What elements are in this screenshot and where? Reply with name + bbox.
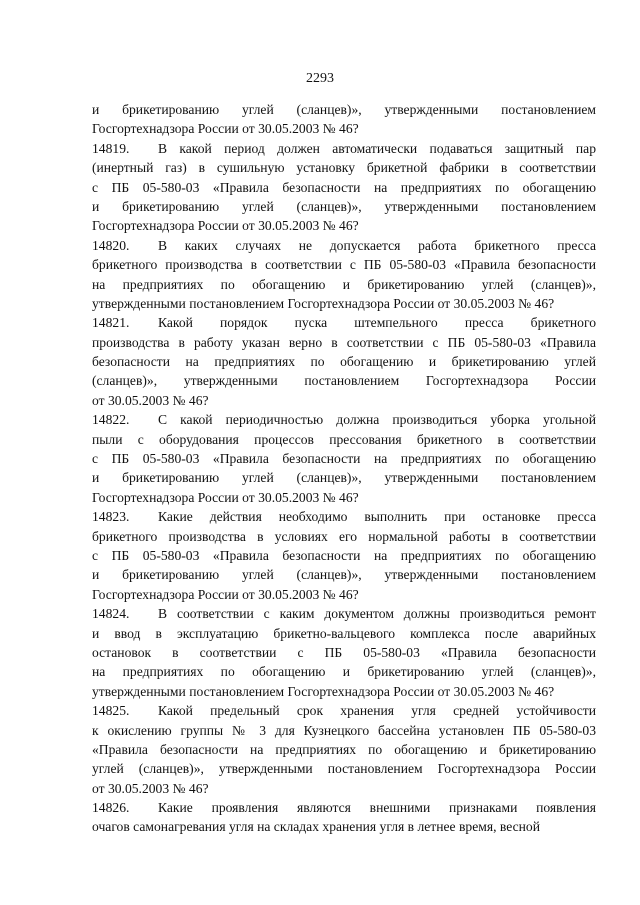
text-line xyxy=(92,798,596,817)
text-line xyxy=(92,701,596,720)
question-text: В каких случаях не допускается работа брикетного пресса xyxy=(158,237,596,253)
question-text: углей (сланцев)», утвержденными постановлением Госгортехнадзора России xyxy=(92,761,596,777)
question-text: (сланцев)», утвержденными постановлением Госгортехнадзора России xyxy=(92,373,596,389)
question-text: Госгортехнадзора России от 30.05.2003 № 46? xyxy=(92,586,359,602)
page-number: 2293 xyxy=(306,71,334,86)
question-text: на предприятиях по обогащению и брикетированию углей (сланцев)», xyxy=(92,664,596,680)
question-number: 14820. xyxy=(92,237,130,253)
question-text: и брикетированию углей (сланцев)», утвержденными постановлением xyxy=(92,102,596,117)
text-line xyxy=(92,410,596,429)
text-line xyxy=(92,662,596,681)
question-text: Госгортехнадзора России от 30.05.2003 № 46? xyxy=(92,121,359,137)
question-text: производства в работу указан верно в соответствии с ПБ 05-580-03 «Правила xyxy=(92,334,596,350)
text-line xyxy=(92,643,596,662)
question-14819 xyxy=(92,139,596,236)
text-line xyxy=(92,352,596,371)
question-text: утвержденными постановлением Госгортехнадзора России от 30.05.2003 № 46? xyxy=(92,683,555,699)
question-text: (инертный газ) в сушильную установку брикетной фабрики в соответствии xyxy=(92,160,596,176)
question-text: брикетного производства в условиях его нормальной работы в соответствии xyxy=(92,528,596,544)
question-text: на предприятиях по обогащению и брикетированию углей (сланцев)», xyxy=(92,276,596,292)
question-text: остановок в соответствии с ПБ 05-580-03 «Правила безопасности xyxy=(92,644,596,660)
question-text: Какие действия необходимо выполнить при остановке пресса xyxy=(158,509,596,525)
text-line xyxy=(92,216,596,235)
text-line xyxy=(92,624,596,643)
question-text: к окислению группы № 3 для Кузнецкого бассейна установлен ПБ 05-580-03 xyxy=(92,722,596,738)
text-line xyxy=(92,236,596,255)
document-body xyxy=(92,100,596,837)
text-line xyxy=(92,565,596,584)
text-line xyxy=(92,430,596,449)
question-14822 xyxy=(92,410,596,507)
question-text: В соответствии с каким документом должны производиться ремонт xyxy=(158,606,596,622)
text-line xyxy=(92,468,596,487)
text-line xyxy=(92,527,596,546)
question-text: Какие проявления являются внешними признаками появления xyxy=(158,800,596,816)
question-text: В какой период должен автоматически подаваться защитный пар xyxy=(158,140,596,156)
text-line xyxy=(92,721,596,740)
question-number: 14826. xyxy=(92,800,130,816)
text-line xyxy=(92,488,596,507)
question-number: 14823. xyxy=(92,509,130,525)
question-text: утвержденными постановлением Госгортехнадзора России от 30.05.2003 № 46? xyxy=(92,295,555,311)
text-line xyxy=(92,604,596,623)
text-line xyxy=(92,255,596,274)
text-line xyxy=(92,139,596,158)
text-line xyxy=(92,178,596,197)
text-line xyxy=(92,507,596,526)
question-text: от 30.05.2003 № 46? xyxy=(92,392,209,408)
text-line xyxy=(92,585,596,604)
question-text: очагов самонагревания угля на складах хранения угля в летнее время, весной xyxy=(92,819,540,835)
question-14824 xyxy=(92,604,596,701)
question-text: Госгортехнадзора России от 30.05.2003 № 46? xyxy=(92,489,359,505)
question-number: 14822. xyxy=(92,412,130,428)
question-text: с ПБ 05-580-03 «Правила безопасности на предприятиях по обогащению xyxy=(92,451,596,467)
text-line xyxy=(92,275,596,294)
question-number: 14824. xyxy=(92,606,130,622)
question-text: «Правила безопасности на предприятиях по обогащению и брикетированию xyxy=(92,741,596,757)
question-number: 14819. xyxy=(92,140,130,156)
question-number: 14825. xyxy=(92,703,130,719)
text-line xyxy=(92,100,596,119)
question-continuation xyxy=(92,100,596,139)
text-line xyxy=(92,449,596,468)
question-text: от 30.05.2003 № 46? xyxy=(92,780,209,796)
text-line xyxy=(92,682,596,701)
text-line xyxy=(92,158,596,177)
text-line xyxy=(92,333,596,352)
question-text: Какой порядок пуска штемпельного пресса брикетного xyxy=(158,315,596,331)
text-line xyxy=(92,371,596,390)
text-line xyxy=(92,779,596,798)
question-text: С какой периодичностью должна производиться уборка угольной xyxy=(158,412,596,428)
question-text: с ПБ 05-580-03 «Правила безопасности на предприятиях по обогащению xyxy=(92,179,596,195)
text-line xyxy=(92,759,596,778)
text-line xyxy=(92,391,596,410)
question-text: и ввод в эксплуатацию брикетно-вальцевого комплекса после аварийных xyxy=(92,625,596,641)
question-text: пыли с оборудования процессов прессования брикетного в соответствии xyxy=(92,431,596,447)
text-line xyxy=(92,197,596,216)
question-text: и брикетированию углей (сланцев)», утвержденными постановлением xyxy=(92,198,596,214)
question-text: Госгортехнадзора России от 30.05.2003 № 46? xyxy=(92,218,359,234)
question-text: брикетного производства в соответствии с ПБ 05-580-03 «Правила безопасности xyxy=(92,257,596,273)
question-text: и брикетированию углей (сланцев)», утвержденными постановлением xyxy=(92,470,596,486)
question-14821 xyxy=(92,313,596,410)
text-line xyxy=(92,817,596,836)
question-14823 xyxy=(92,507,596,604)
text-line xyxy=(92,119,596,138)
question-14820 xyxy=(92,236,596,314)
text-line xyxy=(92,740,596,759)
question-14825 xyxy=(92,701,596,798)
question-14826 xyxy=(92,798,596,837)
text-line xyxy=(92,313,596,332)
question-text: и брикетированию углей (сланцев)», утвержденными постановлением xyxy=(92,567,596,583)
question-text: с ПБ 05-580-03 «Правила безопасности на предприятиях по обогащению xyxy=(92,547,596,563)
text-line xyxy=(92,546,596,565)
question-text: безопасности на предприятиях по обогащению и брикетированию углей xyxy=(92,354,596,370)
text-line xyxy=(92,294,596,313)
question-text: Какой предельный срок хранения угля средней устойчивости xyxy=(158,703,596,719)
question-number: 14821. xyxy=(92,315,130,331)
